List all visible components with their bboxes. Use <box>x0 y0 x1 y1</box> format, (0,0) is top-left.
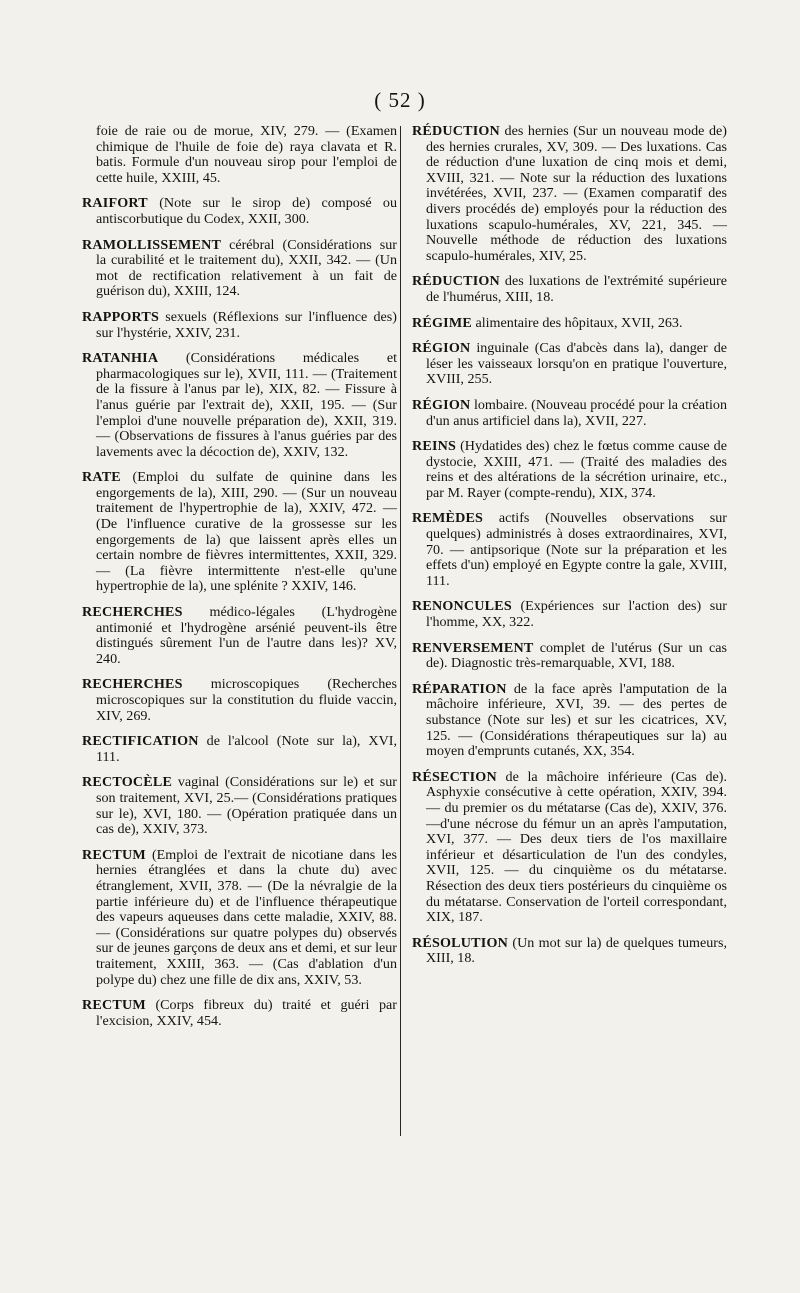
entry-text: de l'alcool (Note sur la), XVI, 111. <box>96 733 397 765</box>
left-column <box>82 124 397 1039</box>
index-entry <box>412 398 727 429</box>
entry-text: actifs (Nouvelles observations sur quelques) administrés à doses extraordinaires, XVI, 70. — antipsorique (Note sur la préparation et les effets d'un) employé en Egypte contre la gale, XVIII, 111. <box>426 510 727 589</box>
entry-headword: REINS <box>412 438 457 455</box>
index-entry <box>82 848 397 988</box>
index-entry <box>82 238 397 300</box>
entry-headword: RÉGION <box>412 340 471 357</box>
entry-headword: RAIFORT <box>82 195 148 212</box>
index-entry <box>82 677 397 724</box>
entry-headword: RATE <box>82 469 121 486</box>
page-number: ( 52 ) <box>374 88 426 112</box>
index-entry <box>82 998 397 1029</box>
entry-text: (Note sur le sirop de) composé ou antiscorbutique du Codex, XXII, 300. <box>96 195 397 227</box>
entry-text: (Un mot sur la) de quelques tumeurs, XIII, 18. <box>426 934 727 967</box>
entry-text: vaginal (Considérations sur le) et sur son traitement, XVI, 25.— (Considérations pratiques sur le), XVI, 180. — (Opération pratiquée dans un cas de), XXIV, 373. <box>96 774 397 838</box>
entry-text: (Hydatides des) chez le fœtus comme cause de dystocie, XXIII, 471. — (Traité des maladies des reins et des altérations de la sécrétion urinaire, etc., par M. Rayer (compte-rendu), XIX, 374. <box>426 438 727 501</box>
index-entry <box>412 316 727 332</box>
column-divider <box>400 126 401 1136</box>
index-entry <box>82 351 397 460</box>
entry-text: (Emploi du sulfate de quinine dans les engorgements de la), XIII, 290. — (Sur un nouveau traitement de l'hypertrophie de la), XXIV, 472. — (De l'influence curative de la grossesse sur les engorgements de la) que laissent après elles un certain nombre de fièvres intermittentes, XXII, 329.— (La fièvre intermittente n'est-elle qu'une hypertrophie de la), une splénite ? XXIV, 146. <box>96 469 397 595</box>
index-entry <box>412 341 727 388</box>
index-entry <box>82 734 397 765</box>
entry-text: de la face après l'amputation de la mâchoire inférieure, XVI, 39. — des pertes de substance (Note sur les) et sur les cicatrices, XV, 125. — (Considérations thérapeutiques sur la) au moyen d'emprunts cutanés, XX, 354. <box>426 680 727 760</box>
index-entry <box>412 439 727 501</box>
index-entry <box>412 682 727 760</box>
entry-text: des hernies (Sur un nouveau mode de) des hernies crurales, XV, 309. — Des luxations. Cas de réduction d'une luxation de cinq mois et demi, XVIII, 321. — Note sur la réduction des luxations invétérées, XVII, 237. — (Examen comparatif des divers procédés de) employés pour la réduction des luxations scapulo-humérales, XV, 221, 345. — Nouvelle méthode de réduction des luxations scapulo-humérales, XIV, 25. <box>426 123 727 264</box>
entry-text: foie de raie ou de morue, XIV, 279. — (Examen chimique de l'huile de foie de) raya clavata et R. batis. Formule d'un nouveau sirop pour l'emploi de cette huile, XXIII, 45. <box>96 123 397 186</box>
entry-headword: RÉGION <box>412 396 471 413</box>
index-entry <box>82 124 397 186</box>
entry-headword: RÉSOLUTION <box>412 934 508 951</box>
index-entry <box>412 124 727 264</box>
entry-headword: RÉDUCTION <box>412 273 500 290</box>
index-entry <box>82 605 397 667</box>
index-entry <box>82 775 397 837</box>
entry-text: microscopiques (Recherches microscopiques sur la constitution du fluide vaccin, XIV, 269. <box>96 676 397 724</box>
entry-text: (Expériences sur l'action des) sur l'homme, XX, 322. <box>426 598 727 631</box>
index-entry <box>412 511 727 589</box>
entry-text: alimentaire des hôpitaux, XVII, 263. <box>471 314 683 331</box>
index-entry <box>82 196 397 227</box>
entry-text: médico-légales (L'hydrogène antimonié et l'hydrogène arsénié peuvent-ils être distingués sûrement l'un de l'autre dans les)? XV, 240. <box>96 604 397 667</box>
index-entry <box>412 641 727 672</box>
entry-headword: RÉSECTION <box>412 768 497 785</box>
entry-headword: RENONCULES <box>412 598 512 615</box>
index-entry <box>412 599 727 630</box>
entry-headword: RÉDUCTION <box>412 123 500 139</box>
entry-headword: RECTOCÈLE <box>82 774 173 791</box>
right-column <box>412 124 727 977</box>
entry-headword: RECTUM <box>82 997 146 1014</box>
index-entry <box>82 310 397 341</box>
entry-text: sexuels (Réflexions sur l'influence des) sur l'hystérie, XXIV, 231. <box>96 308 397 341</box>
index-entry <box>412 274 727 305</box>
entry-text: (Emploi de l'extrait de nicotiane dans les hernies étranglées et dans la chute du) avec étranglement, XVII, 378. — (De la névralgie de la partie inférieure du) et de l'influence thérapeutique des vapeurs aqueuses dans cette maladie, XXIV, 88. — (Considérations sur quatre polypes du) observés sur de jeunes garçons de deux ans et demi, et sur leur traitement, XXIII, 363. — (Cas d'ablation d'un polype du) chez une fille de dix ans, XXIV, 53. <box>96 846 397 988</box>
entry-text: lombaire. (Nouveau procédé pour la création d'un anus artificiel dans la), XVII, 227. <box>426 396 727 429</box>
entry-headword: RECTIFICATION <box>82 733 199 750</box>
entry-text: inguinale (Cas d'abcès dans la), danger de léser les vaisseaux lorsqu'on en pratique l'ouverture, XVIII, 255. <box>426 340 727 388</box>
entry-headword: REMÈDES <box>412 510 484 527</box>
entry-text: (Considérations médicales et pharmacologiques sur le), XVII, 111. — (Traitement de la fissure à l'anus par le), XIX, 82. — Fissure à l'anus guérie par l'extrait de), XXII, 195. — (Sur l'emploi d'une nouvelle préparation de), XXII, 319. — (Observations de fissures à l'anus guéries par des lavements avec la décoction de), XXIV, 132. <box>96 350 397 460</box>
entry-headword: RECHERCHES <box>82 604 183 621</box>
entry-headword: RÉGIME <box>412 314 472 331</box>
entry-text: des luxations de l'extrémité supérieure de l'humérus, XIII, 18. <box>426 273 727 305</box>
entry-text: de la mâchoire inférieure (Cas de). Asphyxie consécutive à cette opération, XXIV, 394. — du premier os du métatarse (Cas de), XXIV, 376.—d'une nécrose du fémur un an après l'amputation, XVI, 377. — Des deux tiers de l'os maxillaire inférieur et désarticulation de l'un des condyles, XVII, 125. — du cinquième os du métatarse. Résection des deux tiers postérieurs du cinquième os du métatarse. Conservation de l'orteil correspondant, XIX, 187. <box>426 768 727 926</box>
entry-headword: RECHERCHES <box>82 676 183 693</box>
entry-headword: RÉPARATION <box>412 680 507 697</box>
entry-text: (Corps fibreux du) traité et guéri par l'excision, XXIV, 454. <box>96 997 397 1029</box>
entry-headword: RAPPORTS <box>82 308 160 325</box>
index-entry <box>412 936 727 967</box>
entry-headword: RENVERSEMENT <box>412 639 534 656</box>
entry-headword: RAMOLLISSEMENT <box>82 236 222 253</box>
index-entry <box>412 770 727 926</box>
entry-text: complet de l'utérus (Sur un cas de). Diagnostic très-remarquable, XVI, 188. <box>426 639 727 672</box>
index-entry <box>82 470 397 595</box>
entry-headword: RECTUM <box>82 846 146 863</box>
entry-text: cérébral (Considérations sur la curabilité et le traitement du), XXII, 342. — (Un mot de rectification relativement à un fait de guérison du), XXIII, 124. <box>96 236 397 300</box>
entry-headword: RATANHIA <box>82 350 159 367</box>
